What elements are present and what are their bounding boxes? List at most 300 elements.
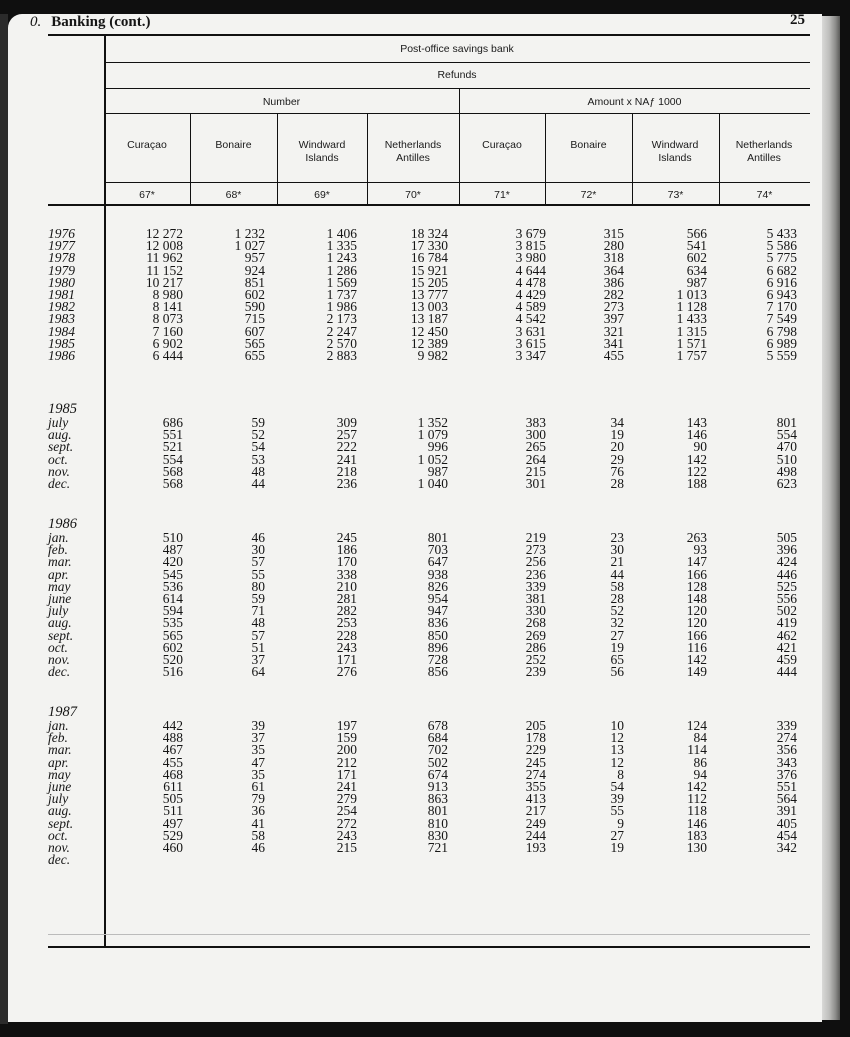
table-cell: 568: [162, 463, 183, 479]
table-cell: 520: [162, 651, 183, 667]
table-cell: 607: [244, 323, 265, 339]
table-cell: 269: [525, 627, 546, 643]
table-cell: 12 389: [410, 335, 448, 351]
column-code: 72*: [580, 189, 597, 201]
table-cell: 166: [686, 566, 707, 582]
table-cell: 1 571: [676, 335, 707, 351]
rule-group: [104, 62, 810, 63]
row-label: jan.: [48, 718, 69, 733]
table-cell: 7 549: [766, 311, 797, 327]
data-column: [368, 417, 448, 490]
data-column: [277, 417, 357, 490]
table-cell: 46: [251, 839, 265, 855]
row-label: oct.: [48, 451, 68, 467]
header-group: Post-office savings bank: [400, 43, 514, 55]
table-cell: 146: [686, 815, 707, 831]
table-cell: 120: [686, 615, 707, 631]
table-cell: 6 682: [766, 262, 797, 278]
table-cell: 268: [525, 615, 546, 631]
table-cell: 58: [251, 827, 265, 843]
table-cell: [277, 854, 357, 866]
table-cell: 4 429: [515, 286, 546, 302]
table-cell: 263: [686, 530, 707, 545]
table-cell: 39: [251, 718, 265, 733]
data-column: [368, 228, 448, 362]
table-cell: [368, 854, 448, 866]
table-cell: 264: [525, 451, 546, 467]
column-header: Netherlands Antilles: [384, 139, 442, 164]
table-cell: 252: [525, 651, 546, 667]
table-cell: 721: [427, 839, 448, 855]
table-cell: 863: [427, 791, 448, 807]
table-cell: 1 352: [417, 415, 448, 430]
row-labels: [48, 720, 104, 866]
table-cell: 59: [251, 590, 265, 606]
table-cell: 420: [162, 554, 183, 570]
table-cell: 44: [610, 566, 624, 582]
table-cell: 913: [427, 778, 448, 794]
data-column: [717, 417, 797, 490]
table-cell: 9 982: [417, 347, 448, 363]
table-cell: 64: [251, 664, 265, 680]
table-cell: 1 128: [676, 299, 707, 315]
table-cell: 215: [336, 839, 357, 855]
data-column: [368, 532, 448, 678]
table-cell: 938: [427, 566, 448, 582]
data-column: [103, 532, 183, 678]
table-cell: 836: [427, 615, 448, 631]
column-code: 67*: [139, 189, 155, 201]
table-cell: 5 559: [766, 347, 797, 363]
table-cell: 510: [162, 530, 183, 545]
table-cell: 566: [686, 226, 707, 241]
table-cell: 521: [162, 439, 183, 455]
data-column: [185, 417, 265, 490]
table-cell: 801: [776, 415, 797, 430]
section-title-text: Banking (cont.): [51, 14, 151, 30]
block-heading: 1985: [48, 401, 77, 417]
table-cell: 249: [525, 815, 546, 831]
table-cell: 243: [336, 827, 357, 843]
table-cell: 219: [525, 530, 546, 545]
table-cell: 611: [163, 778, 183, 794]
table-cell: 497: [162, 815, 183, 831]
row-label: oct.: [48, 639, 68, 655]
row-label: may: [48, 578, 71, 594]
table-cell: 8 980: [152, 286, 183, 302]
table-cell: 282: [603, 286, 624, 302]
table-cell: 9: [617, 815, 624, 831]
table-cell: 703: [427, 542, 448, 558]
rule-number-amount: [104, 113, 810, 114]
table-cell: 556: [776, 590, 797, 606]
table-cell: [627, 854, 707, 866]
table-cell: 1 737: [326, 286, 357, 302]
table-cell: 170: [336, 554, 357, 570]
table-cell: 1 243: [326, 250, 357, 266]
data-column: [185, 532, 265, 678]
table-cell: 286: [525, 639, 546, 655]
table-cell: 30: [251, 542, 265, 558]
table-cell: 93: [693, 542, 707, 558]
top-rule: [48, 34, 810, 36]
table-cell: 13 003: [410, 299, 448, 315]
table-cell: 41: [251, 815, 265, 831]
table-cell: 142: [686, 451, 707, 467]
row-label: feb.: [48, 730, 68, 746]
table-cell: 56: [610, 664, 624, 680]
table-cell: 254: [336, 803, 357, 819]
table-cell: 924: [244, 262, 265, 278]
table-cell: 810: [427, 815, 448, 831]
table-cell: 37: [251, 730, 265, 746]
data-column: [717, 532, 797, 678]
table-cell: 830: [427, 827, 448, 843]
row-label: aug.: [48, 615, 72, 631]
data-column: [544, 417, 624, 490]
table-cell: 281: [336, 590, 357, 606]
table-cell: 13 187: [410, 311, 448, 327]
table-cell: 47: [251, 754, 265, 770]
table-cell: 355: [525, 778, 546, 794]
row-label: july: [48, 603, 69, 619]
table-cell: 8: [617, 766, 624, 782]
table-cell: 1 335: [326, 238, 357, 254]
row-label: oct.: [48, 827, 68, 843]
table-cell: 364: [603, 262, 624, 278]
table-cell: 94: [693, 766, 707, 782]
section-number: 0.: [30, 14, 42, 30]
table-cell: 36: [251, 803, 265, 819]
table-cell: 545: [162, 566, 183, 582]
table-cell: 343: [776, 754, 797, 770]
row-label: apr.: [48, 566, 69, 582]
table-cell: 80: [251, 578, 265, 594]
table-cell: 90: [693, 439, 707, 455]
table-cell: 1 569: [326, 274, 357, 290]
table-cell: 502: [776, 603, 797, 619]
table-cell: 1 757: [676, 347, 707, 363]
table-cell: 183: [686, 827, 707, 843]
table-cell: 300: [525, 427, 546, 443]
table-cell: 1 315: [676, 323, 707, 339]
table-cell: 801: [427, 530, 448, 545]
table-cell: 54: [251, 439, 265, 455]
table-cell: 2 570: [326, 335, 357, 351]
table-cell: 130: [686, 839, 707, 855]
row-label: 1986: [48, 347, 75, 363]
table-cell: 442: [162, 718, 183, 733]
table-cell: 467: [162, 742, 183, 758]
column-code: 71*: [494, 189, 510, 201]
table-cell: 594: [162, 603, 183, 619]
table-cell: 947: [427, 603, 448, 619]
table-cell: [544, 854, 624, 866]
table-cell: 143: [686, 415, 707, 430]
data-column: [627, 417, 707, 490]
table-cell: 46: [251, 530, 265, 545]
table-cell: 13: [610, 742, 624, 758]
table-cell: 19: [610, 839, 624, 855]
table-cell: 79: [251, 791, 265, 807]
table-cell: 272: [336, 815, 357, 831]
table-cell: 851: [244, 274, 265, 290]
table-cell: 4 478: [515, 274, 546, 290]
table-cell: 34: [610, 415, 624, 430]
table-cell: 35: [251, 742, 265, 758]
table-cell: 280: [603, 238, 624, 254]
table-cell: 702: [427, 742, 448, 758]
table-cell: 535: [162, 615, 183, 631]
row-label: apr.: [48, 754, 69, 770]
table-cell: 1 040: [417, 475, 448, 491]
table-cell: 1 013: [676, 286, 707, 302]
table-cell: 397: [603, 311, 624, 327]
table-cell: 12 272: [145, 226, 183, 241]
row-label: dec.: [48, 475, 71, 491]
row-label: 1984: [48, 323, 75, 339]
table-cell: 954: [427, 590, 448, 606]
table-cell: 21: [610, 554, 624, 570]
table-cell: 341: [603, 335, 624, 351]
bottom-rule: [48, 946, 810, 948]
table-cell: 11 152: [146, 262, 183, 278]
table-cell: 52: [251, 427, 265, 443]
table-cell: 58: [610, 578, 624, 594]
table-cell: 149: [686, 664, 707, 680]
table-cell: 996: [427, 439, 448, 455]
table-cell: 124: [686, 718, 707, 733]
row-label: dec.: [48, 664, 71, 680]
row-label: dec.: [48, 852, 71, 868]
column-header: Netherlands Antilles: [735, 139, 793, 164]
table-cell: 421: [776, 639, 797, 655]
data-column: [277, 228, 357, 362]
data-column: [627, 532, 707, 678]
table-cell: 13 777: [410, 286, 448, 302]
rule-subgroup: [104, 88, 810, 89]
row-label: 1977: [48, 238, 75, 254]
column-header: Bonaire: [215, 139, 252, 151]
data-column: [466, 532, 546, 678]
table-cell: 218: [336, 463, 357, 479]
table-cell: 15 921: [410, 262, 448, 278]
table-cell: [466, 854, 546, 866]
table-cell: 301: [525, 475, 546, 491]
table-cell: 386: [603, 274, 624, 290]
table-cell: 116: [687, 639, 707, 655]
table-cell: 339: [776, 718, 797, 733]
table-cell: 273: [525, 542, 546, 558]
rule-header-bottom: [48, 204, 810, 206]
table-cell: 6 444: [152, 347, 183, 363]
table-cell: 146: [686, 427, 707, 443]
table-cell: 856: [427, 664, 448, 680]
table-cell: 510: [776, 451, 797, 467]
column-header: Curaçao: [127, 139, 167, 151]
page-number: 25: [790, 12, 805, 28]
table-cell: 647: [427, 554, 448, 570]
table-cell: 6 916: [766, 274, 797, 290]
table-cell: 15 205: [410, 274, 448, 290]
row-label: 1980: [48, 274, 75, 290]
row-label: sept.: [48, 627, 74, 643]
table-cell: 568: [162, 475, 183, 491]
table-cell: 148: [686, 590, 707, 606]
data-column: [103, 228, 183, 362]
table-cell: 253: [336, 615, 357, 631]
data-column: [627, 720, 707, 866]
row-labels: [48, 228, 104, 362]
table-cell: 614: [162, 590, 183, 606]
bottom-rule-thin: [48, 934, 810, 935]
page-edge: [822, 16, 840, 1020]
table-cell: 551: [162, 427, 183, 443]
table-cell: 3 347: [515, 347, 546, 363]
table-cell: 2 173: [326, 311, 357, 327]
table-cell: 6 798: [766, 323, 797, 339]
row-label: sept.: [48, 439, 74, 455]
table-cell: 623: [776, 475, 797, 491]
table-cell: 321: [603, 323, 624, 339]
table-cell: 159: [336, 730, 357, 746]
row-label: june: [48, 778, 72, 794]
table-cell: 5 775: [766, 250, 797, 266]
table-cell: 516: [162, 664, 183, 680]
data-column: [103, 417, 183, 490]
table-cell: 55: [610, 803, 624, 819]
table-cell: 256: [525, 554, 546, 570]
column-header: Windward Islands: [298, 139, 346, 164]
table-cell: 120: [686, 603, 707, 619]
table-cell: 52: [610, 603, 624, 619]
data-column: [185, 228, 265, 362]
table-cell: 193: [525, 839, 546, 855]
table-cell: 188: [686, 475, 707, 491]
row-labels: [48, 417, 104, 490]
data-column: [717, 720, 797, 866]
table-cell: 128: [686, 578, 707, 594]
table-cell: 505: [776, 530, 797, 545]
table-cell: 241: [336, 778, 357, 794]
column-code: 69*: [314, 189, 330, 201]
row-label: aug.: [48, 803, 72, 819]
table-cell: 728: [427, 651, 448, 667]
table-cell: [185, 854, 265, 866]
table-cell: 215: [525, 463, 546, 479]
row-label: aug.: [48, 427, 72, 443]
column-header: Curaçao: [482, 139, 522, 151]
table-cell: 565: [244, 335, 265, 351]
data-column: [717, 228, 797, 362]
table-cell: 405: [776, 815, 797, 831]
row-label: mar.: [48, 554, 72, 570]
table-cell: 12: [610, 730, 624, 746]
row-label: feb.: [48, 542, 68, 558]
row-label: sept.: [48, 815, 74, 831]
table-cell: 54: [610, 778, 624, 794]
table-cell: 1 027: [234, 238, 265, 254]
table-cell: 7 170: [766, 299, 797, 315]
table-cell: 30: [610, 542, 624, 558]
table-cell: 3 615: [515, 335, 546, 351]
row-label: 1982: [48, 299, 75, 315]
table-cell: 19: [610, 427, 624, 443]
table-cell: 20: [610, 439, 624, 455]
table-cell: 12: [610, 754, 624, 770]
table-cell: 602: [244, 286, 265, 302]
table-cell: 459: [776, 651, 797, 667]
table-cell: 462: [776, 627, 797, 643]
table-cell: 315: [603, 226, 624, 241]
column-code: 74*: [756, 189, 773, 201]
table-cell: 674: [427, 766, 448, 782]
table-cell: 86: [693, 754, 707, 770]
table-cell: 4 589: [515, 299, 546, 315]
table-cell: 59: [251, 415, 265, 430]
table-cell: 57: [251, 554, 265, 570]
block-heading: 1986: [48, 516, 77, 532]
table-cell: 505: [162, 791, 183, 807]
table-cell: 525: [776, 578, 797, 594]
table-cell: 118: [687, 803, 707, 819]
table-cell: 114: [687, 742, 707, 758]
data-column: [185, 720, 265, 866]
table-cell: 6 902: [152, 335, 183, 351]
table-cell: 565: [162, 627, 183, 643]
table-cell: 11 962: [146, 250, 183, 266]
table-cell: 276: [336, 664, 357, 680]
table-cell: 245: [336, 530, 357, 545]
table-cell: 826: [427, 578, 448, 594]
table-cell: 6 943: [766, 286, 797, 302]
page: [8, 14, 822, 1022]
table-cell: 634: [686, 262, 707, 278]
table-cell: 488: [162, 730, 183, 746]
table-cell: 48: [251, 463, 265, 479]
table-cell: 454: [776, 827, 797, 843]
table-cell: 338: [336, 566, 357, 582]
table-cell: 383: [525, 415, 546, 430]
row-labels: [48, 532, 104, 678]
row-label: may: [48, 766, 71, 782]
table-cell: 12 450: [410, 323, 448, 339]
table-cell: 356: [776, 742, 797, 758]
data-column: [544, 228, 624, 362]
table-cell: 27: [610, 827, 624, 843]
table-cell: 1 406: [326, 226, 357, 241]
table-cell: 274: [776, 730, 797, 746]
table-cell: 554: [776, 427, 797, 443]
table-cell: 339: [525, 578, 546, 594]
table-cell: 564: [776, 791, 797, 807]
table-cell: 309: [336, 415, 357, 430]
table-cell: 178: [525, 730, 546, 746]
table-cell: 678: [427, 718, 448, 733]
table-cell: 71: [251, 603, 265, 619]
table-cell: 8 141: [152, 299, 183, 315]
table-cell: 53: [251, 451, 265, 467]
header-number: Number: [262, 96, 301, 108]
table-cell: 228: [336, 627, 357, 643]
row-label: nov.: [48, 651, 70, 667]
table-cell: 217: [525, 803, 546, 819]
row-label: 1983: [48, 311, 75, 327]
header-amount: Amount x NAƒ 1000: [587, 96, 682, 108]
table-cell: 171: [336, 766, 357, 782]
table-cell: 10: [610, 718, 624, 733]
data-column: [103, 720, 183, 866]
